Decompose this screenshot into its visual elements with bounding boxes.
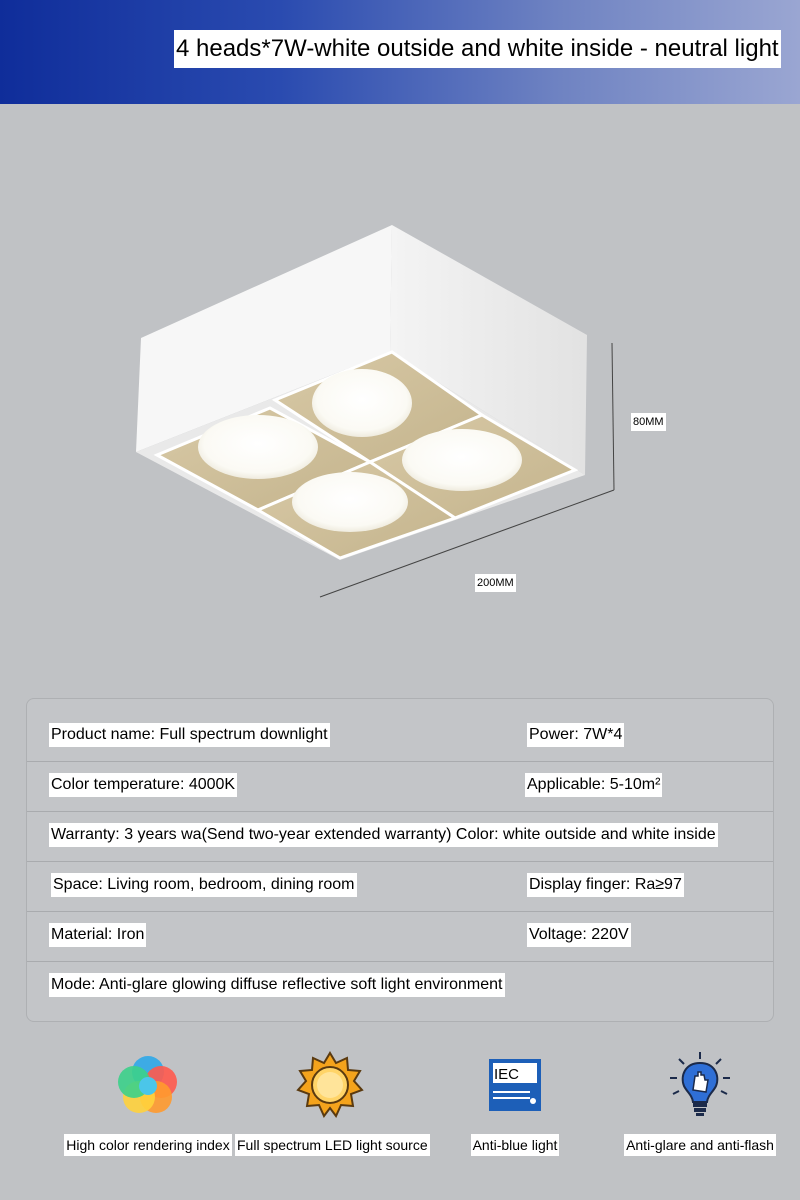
hand-bulb-icon [665,1050,735,1120]
spec-power: Power: 7W*4 [527,723,624,747]
spec-table [26,698,774,1022]
height-dimension-label: 80MM [631,413,666,431]
spec-row [27,961,773,1011]
spec-space: Space: Living room, bedroom, dining room [51,873,357,897]
spec-voltage: Voltage: 220V [527,923,631,947]
spec-row [27,761,773,812]
spec-display-finger: Display finger: Ra≥97 [527,873,684,897]
spec-mode: Mode: Anti-glare glowing diffuse reflective soft light environment [49,973,505,997]
spec-row [27,711,773,762]
title-banner [0,0,800,104]
spec-row [27,911,773,962]
spec-applicable-area: Applicable: 5-10m² [525,773,662,797]
feature-full-spectrum [235,1050,428,1170]
width-dimension-label: 200MM [475,574,516,592]
feature-anti-blue-light [420,1050,610,1170]
iec-certificate-icon [480,1050,550,1120]
downlight-drawing [0,104,800,694]
feature-label: Anti-blue light [471,1134,560,1156]
height-dimension-line [612,343,614,490]
spec-row [27,861,773,912]
lamp-disc [292,472,408,532]
spec-product-name: Product name: Full spectrum downlight [49,723,330,747]
spec-row [27,811,773,862]
spec-material: Material: Iron [49,923,146,947]
lamp-disc [312,369,412,437]
feature-label: Full spectrum LED light source [235,1134,430,1156]
lamp-disc [402,429,522,491]
color-wheel-icon [113,1050,183,1120]
sun-icon [295,1050,365,1120]
feature-anti-glare [605,1050,795,1170]
iec-badge-text: IEC [494,1066,520,1083]
spec-color-temperature: Color temperature: 4000K [49,773,237,797]
feature-label: Anti-glare and anti-flash [624,1134,776,1156]
product-illustration [0,104,800,694]
banner-title: 4 heads*7W-white outside and white inside - neutral light [174,30,781,68]
spec-warranty-color: Warranty: 3 years wa(Send two-year extended warranty) Color: white outside and white inside [49,823,718,847]
lamp-disc [198,415,318,479]
feature-high-color-rendering [53,1050,243,1170]
feature-label: High color rendering index [64,1134,231,1156]
